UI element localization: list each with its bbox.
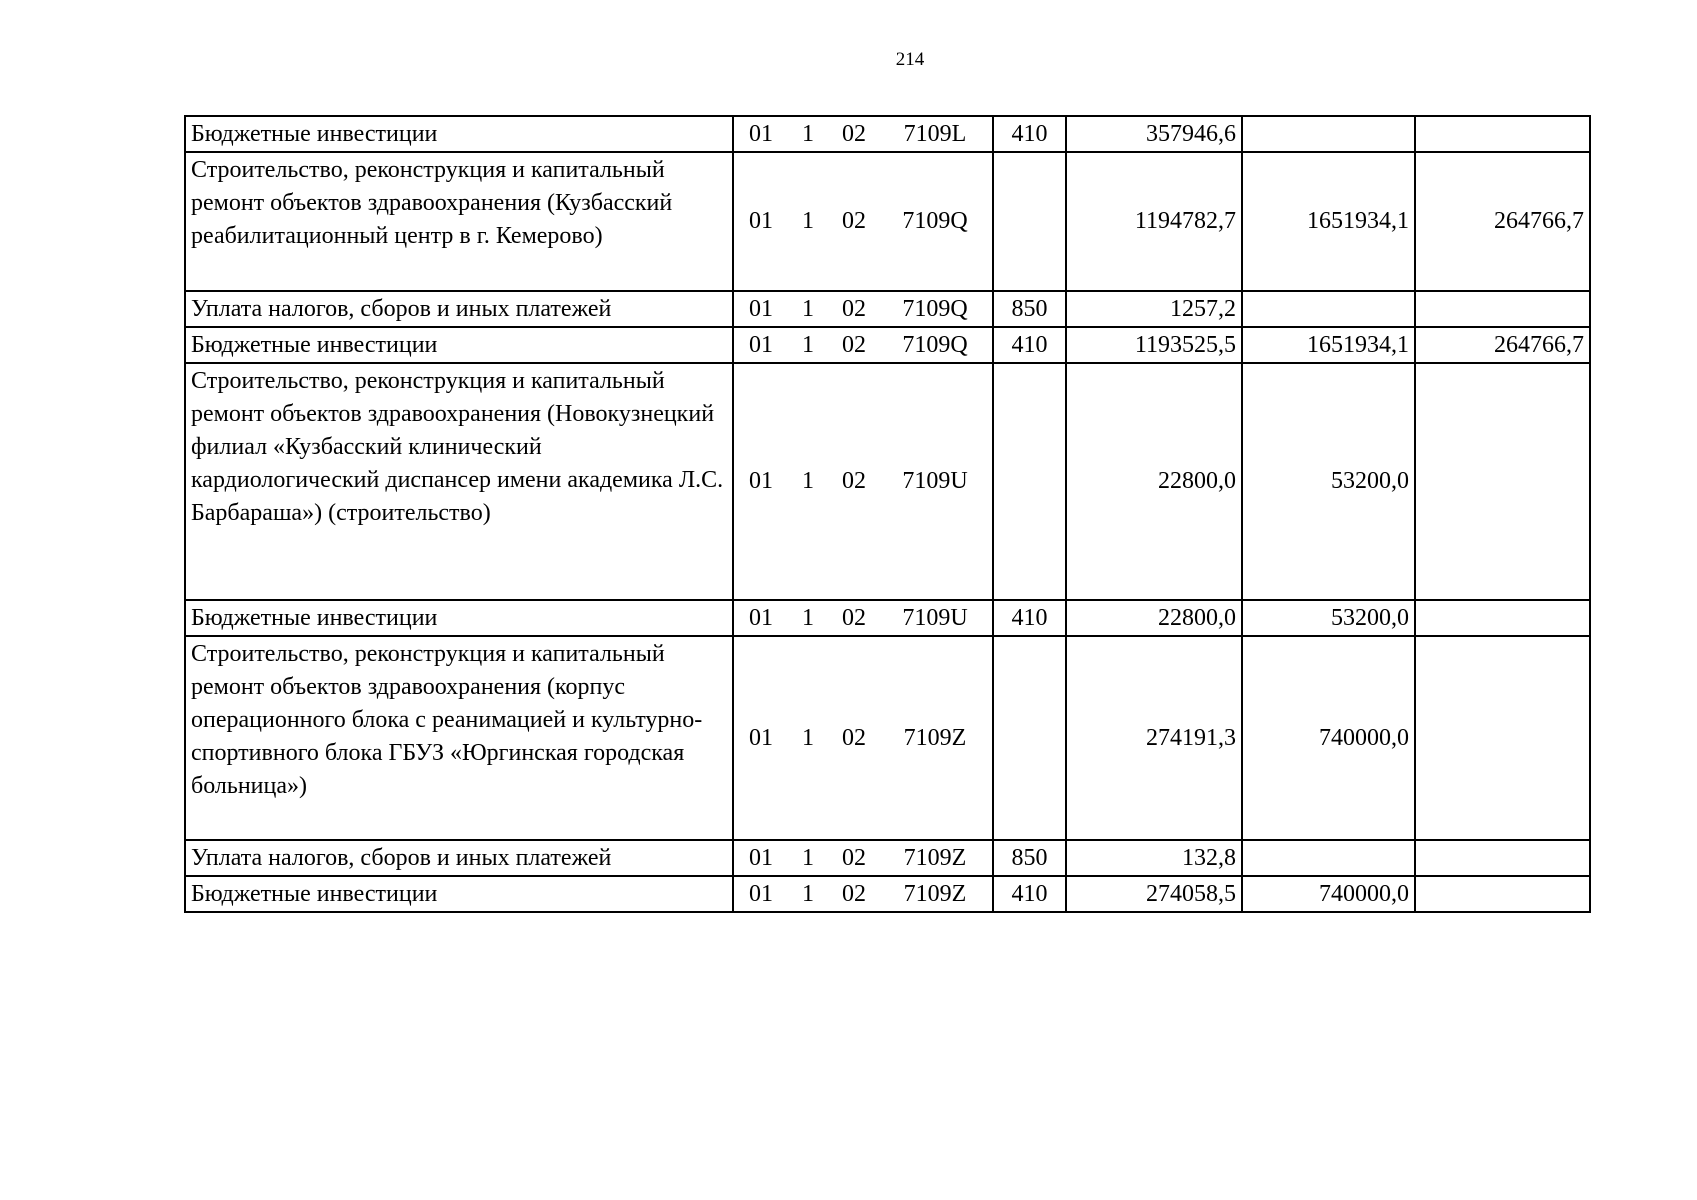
amount-1: 274191,3 [1066, 636, 1242, 840]
expense-type: 410 [993, 327, 1066, 363]
code-subprogram: 02 [842, 880, 866, 907]
code-program: 1 [802, 604, 814, 631]
code-direction: 7109Z [903, 724, 967, 751]
code-program: 1 [802, 120, 814, 147]
code-section: 01 [749, 295, 773, 322]
code-direction: 7109L [903, 120, 967, 147]
code-direction: 7109Q [902, 208, 968, 234]
table-row [185, 636, 1590, 840]
table-row [185, 291, 1590, 327]
code-direction: 7109Q [902, 295, 968, 322]
code-subprogram: 02 [842, 295, 866, 322]
row-name: Бюджетные инвестиции [185, 876, 733, 912]
expense-type: 410 [993, 116, 1066, 152]
table-row [185, 600, 1590, 636]
code-program: 1 [802, 295, 814, 322]
expense-type [993, 152, 1066, 291]
code-direction: 7109Q [902, 331, 968, 358]
table-row [185, 327, 1590, 363]
amount-2: 1651934,1 [1242, 152, 1415, 291]
expense-type: 850 [993, 840, 1066, 876]
amount-3 [1415, 876, 1590, 912]
amount-1: 1194782,7 [1066, 152, 1242, 291]
amount-2 [1242, 840, 1415, 876]
code-program: 1 [802, 468, 814, 494]
code-program: 1 [802, 844, 814, 871]
code-program: 1 [802, 331, 814, 358]
code-section: 01 [749, 604, 773, 631]
row-name: Бюджетные инвестиции [185, 600, 733, 636]
code-subprogram: 02 [842, 844, 866, 871]
code-section: 01 [749, 331, 773, 358]
amount-2: 53200,0 [1242, 363, 1415, 600]
code-direction: 7109U [902, 468, 968, 494]
expense-type: 850 [993, 291, 1066, 327]
classification-code [733, 600, 993, 636]
row-name: Уплата налогов, сборов и иных платежей [185, 291, 733, 327]
table-row [185, 876, 1590, 912]
classification-code [733, 636, 993, 840]
code-subprogram: 02 [842, 724, 866, 751]
code-direction: 7109Z [903, 844, 967, 871]
code-section: 01 [749, 120, 773, 147]
amount-2: 53200,0 [1242, 600, 1415, 636]
page-number: 214 [895, 49, 925, 70]
amount-2: 740000,0 [1242, 876, 1415, 912]
amount-3 [1415, 636, 1590, 840]
code-direction: 7109U [902, 604, 968, 631]
amount-1: 274058,5 [1066, 876, 1242, 912]
row-name: Бюджетные инвестиции [185, 116, 733, 152]
code-section: 01 [749, 880, 773, 907]
amount-3 [1415, 291, 1590, 327]
table-row [185, 116, 1590, 152]
row-name: Уплата налогов, сборов и иных платежей [185, 840, 733, 876]
amount-1: 22800,0 [1066, 600, 1242, 636]
table-row [185, 363, 1590, 600]
amount-3: 264766,7 [1415, 327, 1590, 363]
amount-2 [1242, 116, 1415, 152]
classification-code [733, 291, 993, 327]
code-section: 01 [749, 844, 773, 871]
code-section: 01 [749, 208, 773, 234]
amount-3: 264766,7 [1415, 152, 1590, 291]
code-section: 01 [749, 468, 773, 494]
classification-code [733, 327, 993, 363]
expense-type: 410 [993, 600, 1066, 636]
amount-3 [1415, 116, 1590, 152]
amount-2: 1651934,1 [1242, 327, 1415, 363]
code-subprogram: 02 [842, 604, 866, 631]
row-name: Строительство, реконструкция и капитальный ремонт объектов здравоохранения (Новокузнецкий филиал «Кузбасский клинический кардиологический диспансер имени академика Л.С. Барбараша») (строительство) [185, 363, 733, 600]
code-program: 1 [802, 208, 814, 234]
budget-table [184, 115, 1591, 913]
classification-code [733, 840, 993, 876]
amount-2 [1242, 291, 1415, 327]
expense-type: 410 [993, 876, 1066, 912]
code-section: 01 [749, 724, 773, 751]
amount-1: 22800,0 [1066, 363, 1242, 600]
code-subprogram: 02 [842, 208, 866, 234]
classification-code [733, 116, 993, 152]
code-subprogram: 02 [842, 468, 866, 494]
amount-1: 132,8 [1066, 840, 1242, 876]
amount-3 [1415, 840, 1590, 876]
classification-code [733, 876, 993, 912]
code-subprogram: 02 [842, 331, 866, 358]
expense-type [993, 636, 1066, 840]
code-subprogram: 02 [842, 120, 866, 147]
expense-type [993, 363, 1066, 600]
row-name: Бюджетные инвестиции [185, 327, 733, 363]
amount-1: 1257,2 [1066, 291, 1242, 327]
amount-3 [1415, 363, 1590, 600]
code-program: 1 [802, 724, 814, 751]
code-direction: 7109Z [903, 880, 967, 907]
row-name: Строительство, реконструкция и капитальный ремонт объектов здравоохранения (корпус операционного блока с реанимацией и культурно-спортивного блока ГБУЗ «Юргинская городская больница») [185, 636, 733, 840]
code-program: 1 [802, 880, 814, 907]
amount-2: 740000,0 [1242, 636, 1415, 840]
table-row [185, 840, 1590, 876]
row-name: Строительство, реконструкция и капитальный ремонт объектов здравоохранения (Кузбасский реабилитационный центр в г. Кемерово) [185, 152, 733, 291]
amount-3 [1415, 600, 1590, 636]
classification-code [733, 152, 993, 291]
amount-1: 357946,6 [1066, 116, 1242, 152]
classification-code [733, 363, 993, 600]
amount-1: 1193525,5 [1066, 327, 1242, 363]
table-row [185, 152, 1590, 291]
